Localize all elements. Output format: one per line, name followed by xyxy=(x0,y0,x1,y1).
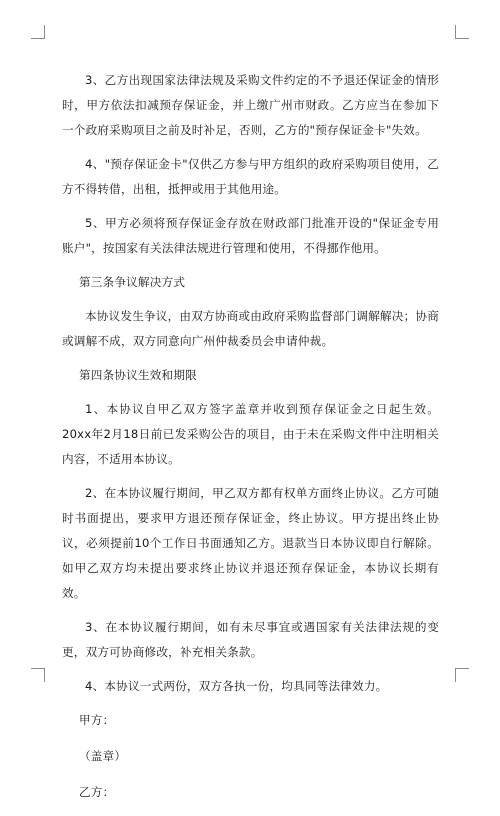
section-4-item-4: 4、本协议一式两份，双方各执一份，均具同等法律效力。 xyxy=(85,679,388,693)
seal-label: （盖章） xyxy=(79,749,127,763)
clause-paragraph-3: 3、乙方出现国家法律法规及采购文件约定的不予退还保证金的情形时，甲方依法扣减预存保证金，并上缴广州市财政。乙方应当在参加下一个政府采购项目之前及时补足，否则，乙方的"预存保证金卡"失效。 xyxy=(62,73,439,137)
crop-mark-bottom-left-v xyxy=(44,668,45,682)
crop-mark-top-right-v xyxy=(455,25,456,39)
crop-mark-top-left-h xyxy=(31,38,45,39)
clause-paragraph-5: 5、甲方必须将预存保证金存放在财政部门批准开设的"保证金专用账户"，按国家有关法律法规进行管理和使用，不得挪作他用。 xyxy=(62,216,439,255)
crop-mark-bottom-right-v xyxy=(455,668,456,682)
crop-mark-bottom-right-h xyxy=(455,668,469,669)
crop-mark-top-left-v xyxy=(44,25,45,39)
section-3-text: 本协议发生争议，由双方协商或由政府采购监督部门调解解决；协商或调解不成，双方同意向广州仲裁委员会申请仲裁。 xyxy=(62,309,439,348)
section-4-title: 第四条协议生效和期限 xyxy=(79,368,197,382)
clause-paragraph-4: 4、"预存保证金卡"仅供乙方参与甲方组织的政府采购项目使用，乙方不得转借，出租，抵押或用于其他用途。 xyxy=(62,157,439,196)
section-4-item-1: 1、本协议自甲乙双方签字盖章并收到预存保证金之日起生效。20xx年2月18日前已发采购公告的项目，由于未在采购文件中注明相关内容，不适用本协议。 xyxy=(62,402,439,466)
section-4-item-2: 2、在本协议履行期间，甲乙双方都有权单方面终止协议。乙方可随时书面提出，要求甲方退还预存保证金，终止协议。甲方提出终止协议，必须提前10个工作日书面通知乙方。退款当日本协议即自行解除。如甲乙双方均未提出要求终止协议并退还预存保证金，本协议长期有效。 xyxy=(62,486,439,600)
section-4-item-3: 3、在本协议履行期间，如有未尽事宜或遇国家有关法律法规的变更，双方可协商修改，补充相关条款。 xyxy=(62,620,439,659)
crop-mark-top-right-h xyxy=(455,38,469,39)
party-a-label: 甲方： xyxy=(79,713,115,727)
section-3-title: 第三条争议解决方式 xyxy=(79,275,186,289)
crop-mark-bottom-left-h xyxy=(31,668,45,669)
document-body xyxy=(62,68,439,816)
party-b-label: 乙方： xyxy=(79,785,115,799)
